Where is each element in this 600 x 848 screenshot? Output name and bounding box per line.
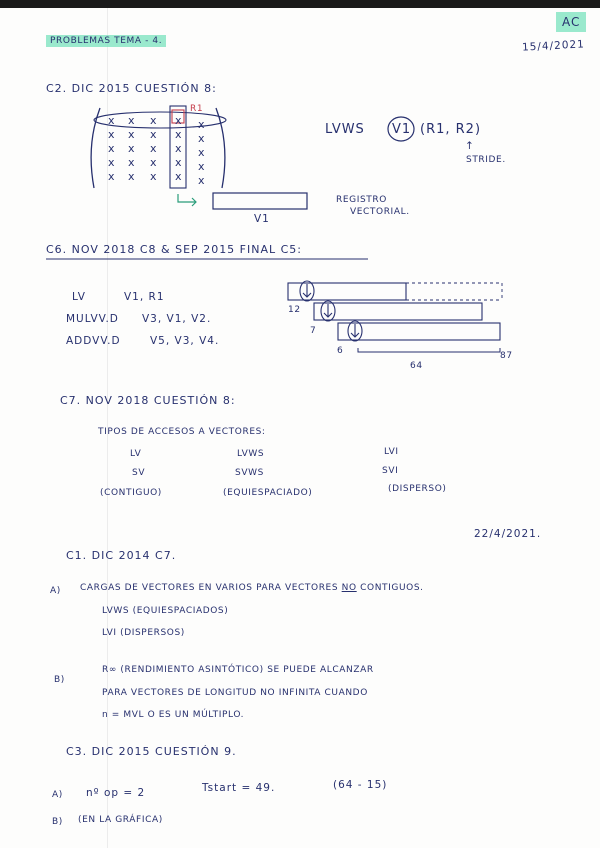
- pipeline-bar-mul: [314, 303, 482, 320]
- initials-badge: [556, 12, 586, 32]
- vector-label: V1: [254, 213, 270, 225]
- matrix-x: x: [128, 114, 135, 127]
- matrix-x: x: [198, 146, 205, 159]
- initials-text: AC: [562, 15, 581, 29]
- label-87: 87: [500, 351, 513, 361]
- matrix-x: x: [150, 156, 157, 169]
- matrix-x: x: [108, 114, 115, 127]
- pipeline-diagram: [280, 278, 520, 368]
- green-arrow: [178, 194, 196, 206]
- c1-a-line1-ul: NO: [341, 583, 357, 593]
- c3-a-label: A): [52, 790, 63, 800]
- matrix-x: x: [175, 142, 182, 155]
- c7-kind-disperso: (DISPERSO): [388, 484, 447, 494]
- matrix-x: x: [128, 170, 135, 183]
- registro-label: REGISTRO: [336, 195, 387, 205]
- matrix-x: x: [108, 156, 115, 169]
- matrix-x: x: [108, 170, 115, 183]
- c6-heading-underline: [46, 257, 372, 261]
- c1-a-label: A): [50, 586, 61, 596]
- matrix-x: x: [150, 142, 157, 155]
- c1-a-line2: LVWS (EQUIESPACIADOS): [102, 606, 229, 616]
- c3-a-ops: nº op = 2: [86, 787, 146, 799]
- c1-heading: C1. DIC 2014 C7.: [66, 549, 177, 562]
- scan-top-border: [0, 0, 600, 8]
- r1-mark: R1: [190, 104, 204, 114]
- vectorial-label: VECTORIAL.: [350, 207, 410, 217]
- c7-type-lv: LV: [130, 449, 142, 459]
- matrix-x: x: [175, 170, 182, 183]
- page-title: PROBLEMAS TEMA - 4.: [46, 35, 166, 47]
- c1-a-line1: [80, 583, 424, 593]
- stride-label: STRIDE.: [466, 155, 506, 165]
- c6-args-1: V1, R1: [124, 291, 165, 303]
- c7-type-lvws: LVWS: [237, 449, 265, 459]
- matrix-x: x: [198, 132, 205, 145]
- stride-arrow: ↑: [465, 140, 475, 152]
- matrix-x: x: [175, 156, 182, 169]
- c7-intro: TIPOS DE ACCESOS A VECTORES:: [98, 427, 266, 437]
- span-64: [358, 348, 500, 352]
- matrix-x: x: [198, 160, 205, 173]
- instr-v1: V1: [392, 122, 412, 137]
- c6-args-2: V3, V1, V2.: [142, 313, 212, 325]
- matrix-x: x: [175, 114, 182, 127]
- c1-b-line3: n = MVL O ES UN MÚLTIPLO.: [102, 710, 245, 720]
- label-12: 12: [288, 305, 301, 315]
- matrix-x: x: [128, 128, 135, 141]
- instr-lvws: LVWS: [325, 122, 365, 137]
- pipeline-bar-lv: [288, 283, 406, 300]
- matrix-x: x: [128, 142, 135, 155]
- matrix-x: x: [198, 118, 205, 131]
- c6-op-2: MULVV.D: [66, 313, 119, 325]
- c7-type-svws: SVWS: [235, 468, 264, 478]
- c1-b-label: B): [54, 675, 65, 685]
- matrix-x: x: [150, 114, 157, 127]
- second-date: 22/4/2021.: [474, 528, 542, 540]
- matrix-x: x: [198, 174, 205, 187]
- c3-b-label: B): [52, 817, 63, 827]
- matrix-left-bracket: [91, 108, 100, 188]
- c1-a-line1-post: CONTIGUOS.: [360, 583, 424, 593]
- c7-kind-contiguo: (CONTIGUO): [100, 488, 162, 498]
- c3-b-text: (EN LA GRÁFICA): [78, 815, 163, 825]
- c7-kind-equiespaciado: (EQUIESPACIADO): [223, 488, 313, 498]
- c1-b-line1: R∞ (RENDIMIENTO ASINTÓTICO) SE PUEDE ALCANZAR: [102, 665, 374, 675]
- c7-heading: C7. NOV 2018 CUESTIÓN 8:: [60, 394, 236, 407]
- c1-b-line2: PARA VECTORES DE LONGITUD NO INFINITA CUANDO: [102, 688, 368, 698]
- c6-args-3: V5, V3, V4.: [150, 335, 220, 347]
- c3-heading: C3. DIC 2015 CUESTIÓN 9.: [66, 745, 237, 758]
- instr-regs: (R1, R2): [420, 122, 482, 137]
- c6-op-1: LV: [72, 291, 86, 303]
- c1-a-line1-pre: CARGAS DE VECTORES EN VARIOS PARA VECTORES: [80, 583, 339, 593]
- matrix-x: x: [108, 128, 115, 141]
- c6-heading: C6. NOV 2018 C8 & SEP 2015 FINAL C5:: [46, 243, 303, 256]
- label-6: 6: [337, 346, 344, 356]
- c3-a-calc: (64 - 15): [333, 779, 388, 791]
- matrix-x: x: [150, 170, 157, 183]
- matrix-x: x: [108, 142, 115, 155]
- vector-register-box: [212, 192, 312, 212]
- matrix-x: x: [175, 128, 182, 141]
- matrix-x: x: [128, 156, 135, 169]
- c3-a-tstart: Tstart = 49.: [202, 782, 276, 794]
- header-date: 15/4/2021: [521, 38, 586, 54]
- c7-type-sv: SV: [132, 468, 146, 478]
- c7-type-lvi: LVI: [384, 447, 399, 457]
- label-64: 64: [410, 361, 423, 371]
- matrix-x: x: [150, 128, 157, 141]
- c2-heading: C2. DIC 2015 CUESTIÓN 8:: [46, 82, 217, 95]
- c6-op-3: ADDVV.D: [66, 335, 121, 347]
- c1-a-line3: LVI (DISPERSOS): [102, 628, 185, 638]
- matrix-right-bracket: [216, 108, 225, 188]
- label-7: 7: [310, 326, 317, 336]
- c7-type-svi: SVI: [382, 466, 399, 476]
